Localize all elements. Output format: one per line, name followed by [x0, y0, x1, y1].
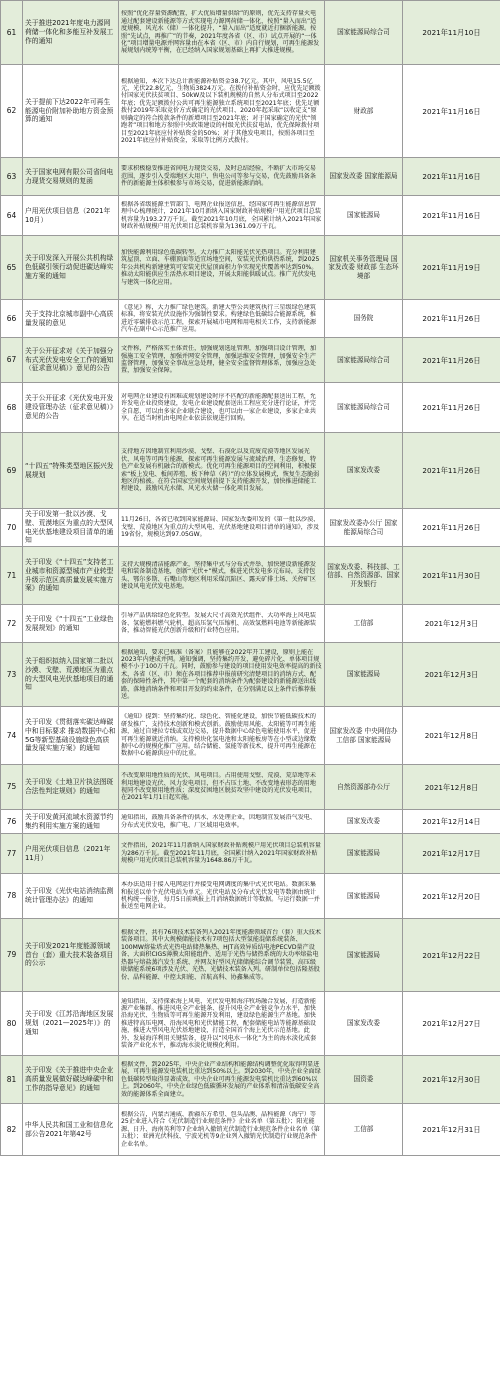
- row-number-text: 70: [6, 522, 17, 532]
- policy-content-text: 根据通知，要求已核准（备案）且能够在2022年开工建设，原则上能在2023年内建成并网。通知强调，坚持集约开发，避免碎片化、单体项目规模不小于100万千瓦。同时，鼓励参与建设的项目使用发电效率提高的新技术，各省（区、市）须在各项目推荐申报前研究清楚项目的消纳方式、配套的保障性条件，其中第一个配套的消纳条件为配套建设的新能源送出线路、落地消纳条件和项目开发的约束条件，在分别满足以上条件后推荐报送。: [121, 648, 322, 701]
- row-number-text: 71: [6, 570, 17, 580]
- row-number: [1, 65, 23, 158]
- row-number-text: 68: [6, 402, 17, 412]
- row-number: [1, 158, 23, 196]
- issuing-authority: [325, 158, 403, 196]
- issuing-authority-text: 国家发改委办公厅 国家能源局综合司: [329, 519, 398, 536]
- issue-date: [403, 1056, 500, 1104]
- issue-date: [403, 509, 500, 547]
- issue-date-text: 2021年12月14日: [422, 817, 481, 826]
- table-row: [1, 643, 500, 707]
- policy-content-text: 文件称，严格落实主体责任，加强规划选址管理，加强项目设计管理，加强施工安全管理，加强并网安全管理，加强运维安全管理，加强安全生产监督管理，加强安全事故应急处理，健全安全监督管理体系，加强应急处置，加强安全保障。: [121, 345, 316, 375]
- table-row: [1, 919, 500, 992]
- issue-date-text: 2021年11月16日: [422, 172, 481, 181]
- table-row: [1, 547, 500, 605]
- issuing-authority-text: 国家发改委: [347, 466, 380, 475]
- policy-title: [23, 919, 119, 992]
- row-number-text: 65: [6, 262, 17, 272]
- policy-title: [23, 196, 119, 236]
- policy-title-text: 关于印发《光伏电站消纳监测统计管理办法》的通知: [25, 887, 114, 904]
- issuing-authority-text: 自然资源部办公厅: [337, 782, 390, 791]
- row-number-text: 82: [6, 1124, 17, 1134]
- issue-date-text: 2021年11月26日: [422, 355, 481, 365]
- issuing-authority: [325, 874, 403, 919]
- row-number-text: 78: [6, 891, 17, 901]
- policy-content: [119, 236, 325, 300]
- row-number-text: 72: [6, 618, 17, 628]
- policy-content-text: 引导产品供给绿色化转型。发展大尺寸高效光伏组件、大功率海上风电装备、氢能燃料燃气轮机、超高压氢气压缩机、高效氢燃料电池等新能源装备，推动智能光伏创新升级和行业特色应用。: [121, 612, 316, 635]
- policy-title-text: 关于组织拟纳入国家第二批以沙漠、戈壁、荒漠地区为重点的大型风电光伏基地项目的通知: [25, 656, 114, 692]
- issuing-authority: [325, 383, 403, 433]
- issuing-authority-text: 国家能源局: [347, 849, 380, 858]
- policy-title-text: 关于印发《关于推进中央企业高质量发展做好碳达峰碳中和工作的指导意见》的通知: [25, 1066, 114, 1092]
- policy-content: [119, 919, 325, 992]
- issuing-authority-text: 国家发改委: [347, 1019, 380, 1028]
- policy-title-text: 关于印发《江苏沿海地区发展规划（2021—2025年）》的通知: [25, 1010, 114, 1036]
- issue-date-text: 2021年12月8日: [424, 731, 479, 740]
- issue-date: [403, 547, 500, 605]
- issue-date-text: 2021年11月30日: [422, 571, 481, 580]
- row-number-text: 74: [6, 730, 17, 740]
- policy-title: [23, 158, 119, 196]
- policy-content: [119, 300, 325, 338]
- policy-content-text: 根据通知，本次下达总计新能源补贴资金38.7亿元。其中，风电15.5亿元，光伏22.8亿元，生物质3824万元。在拨付补贴资金时，应优先足额拨付国家光伏扶贫项目、50kW及以下装机规模的自然人分布式项目至2022年底；优先足额拨付公共可再生能源独立系统项目至2021年底；优先足额拨付2019年采取竞价方式确定的光伏项目、2020年起采取“以收定支”原则确定的符合拨款条件的新增项目至2021年底；对于国家确定的光伏“领跑者”项目和地方参照中央政策建设的村级光伏扶贫电站，优先保障拨付项目至2021年底应付补贴资金的50%；对于其他发电项目，按照各项目至2021年底应付补贴资金，采取等比例方式拨付。: [121, 77, 321, 144]
- policy-content: [119, 834, 325, 874]
- issuing-authority-text: 国家发改委 中央网信办 工信部 国家能源局: [329, 727, 398, 744]
- issuing-authority: [325, 547, 403, 605]
- policy-title-text: 关于公开征求《光伏发电开发建设管理办法（征求意见稿）》意见的公告: [25, 394, 114, 420]
- row-number-text: 77: [6, 848, 17, 858]
- row-number: [1, 433, 23, 509]
- policy-title-text: 户用光伏项目信息（2021年10月）: [25, 206, 111, 224]
- table-row: [1, 433, 500, 509]
- row-number: [1, 509, 23, 547]
- policy-content: [119, 65, 325, 158]
- issue-date-text: 2021年11月16日: [422, 211, 481, 220]
- table-row: [1, 874, 500, 919]
- row-number: [1, 338, 23, 383]
- issuing-authority-text: 财政部: [353, 106, 374, 115]
- issue-date-text: 2021年12月20日: [422, 891, 481, 901]
- issue-date-text: 2021年12月22日: [422, 950, 481, 960]
- table-row: [1, 1104, 500, 1156]
- table-row: [1, 236, 500, 300]
- policy-title: [23, 810, 119, 834]
- policy-title: [23, 1056, 119, 1104]
- issuing-authority: [325, 707, 403, 765]
- table-row: [1, 196, 500, 236]
- issuing-authority-text: 工信部: [353, 1125, 374, 1134]
- issuing-authority: [325, 236, 403, 300]
- table-row: [1, 707, 500, 765]
- issuing-authority: [325, 65, 403, 158]
- issuing-authority: [325, 810, 403, 834]
- row-number: [1, 383, 23, 433]
- row-number-text: 64: [6, 210, 17, 220]
- policy-title-text: 关于支持北京城市副中心高质量发展的意见: [25, 309, 114, 327]
- row-number: [1, 300, 23, 338]
- issue-date-text: 2021年12月27日: [422, 1019, 481, 1028]
- policy-content-text: 支持地方因地制宜利用沙漠、戈壁、石漠化以及荒废荒漠等地区发展光伏、风电等可再生能源，探索可再生能源发展与流域治理、生态修复、特色产业发展有机融合的新模式。优化可再生能源项目的空间利用，积极探索“板上发电、板间养殖、板下种草（药）”的立体发展模式，恢复生态脆弱地区的植被。在符合国家空间规划前提下支持能源开发，加快推进储能工程建设，鼓励风光水储、风光水火储一体化项目发展。: [121, 448, 320, 493]
- policy-title-text: 关于印发2021年度能源领域首台（套）重大技术装备项目的公示: [25, 941, 114, 968]
- row-number: [1, 643, 23, 707]
- policy-title-text: 关于印发深入开展公共机构绿色低碳引领行动促进碳达峰实施方案的通知: [25, 254, 114, 280]
- policy-content-text: 文件指出，2021年11月新纳入国家财政补贴规模户用光伏项目总装机容量为286万千瓦。截至2021年11月底，全国累计纳入2021年国家财政补贴规模户用光伏项目总装机容量为1648.86万千瓦。: [121, 842, 321, 865]
- row-number-text: 62: [6, 106, 17, 116]
- issuing-authority-text: 国家发改委 国家能源局: [329, 172, 398, 181]
- policy-title: [23, 1104, 119, 1156]
- policy-content: [119, 643, 325, 707]
- issue-date: [403, 874, 500, 919]
- policy-content: [119, 547, 325, 605]
- policy-title: [23, 605, 119, 643]
- row-number: [1, 196, 23, 236]
- issuing-authority-text: 国家发改委、科技部、工信部、自然资源部、国家开发银行: [327, 563, 400, 588]
- issue-date: [403, 643, 500, 707]
- issue-date: [403, 1104, 500, 1156]
- issuing-authority: [325, 919, 403, 992]
- policy-title: [23, 707, 119, 765]
- table-row: [1, 834, 500, 874]
- issue-date-text: 2021年12月30日: [422, 1075, 481, 1084]
- row-number: [1, 236, 23, 300]
- policy-content: [119, 1, 325, 65]
- issue-date: [403, 338, 500, 383]
- policy-title: [23, 433, 119, 509]
- issuing-authority-text: 国家能源局综合司: [337, 28, 390, 37]
- issuing-authority: [325, 196, 403, 236]
- issue-date: [403, 605, 500, 643]
- row-number: [1, 1056, 23, 1104]
- issuing-authority-text: 国家能源局: [347, 670, 380, 679]
- table-row: [1, 383, 500, 433]
- row-number-text: 79: [6, 950, 17, 960]
- issue-date: [403, 196, 500, 236]
- policy-content-text: 《通知》提到：坚持集约化、绿色化、智能化建设，加快节能低碳技术的研发推广，支持技术创新和模式创新。鼓励使用风能、太阳能等可再生能源，通过自建拉专线或双边交易，提升数据中心绿色电能使用水平，促进可再生能源就近消纳。支持模块化氢电池和太阳能板房等在小型或边缘数据中心的规模化推广应用。结合储能、氢能等新技术，提升可再生能源在数据中心能源供应中的比重。: [121, 713, 316, 758]
- policy-content: [119, 433, 325, 509]
- policy-title-text: 关于印发第一批以沙漠、戈壁、荒漠地区为重点的大型风电光伏基地建设项目清单的通知: [25, 509, 114, 545]
- issue-date: [403, 765, 500, 810]
- policy-title: [23, 643, 119, 707]
- policy-title: [23, 65, 119, 158]
- issue-date-text: 2021年11月10日: [422, 28, 481, 37]
- policy-title-text: 关于印发《“十四五”工业绿色发展规划》的通知: [25, 614, 114, 632]
- issuing-authority-text: 国家机关事务管理局 国家发改委 财政部 生态环境部: [328, 255, 399, 280]
- policy-content: [119, 1056, 325, 1104]
- issue-date: [403, 158, 500, 196]
- issuing-authority: [325, 834, 403, 874]
- policy-title-text: 关于印发《贯彻落实碳达峰碳中和目标要求 推动数据中心和5G等新型基础设施绿色高质量发展实施方案》的通知: [25, 717, 116, 753]
- policy-title-text: 关于公开征求对《关于加强分布式光伏发电安全工作的通知（征求意见稿）》意见的公告: [25, 346, 114, 373]
- issue-date-text: 2021年12月3日: [424, 619, 479, 628]
- table-row: [1, 338, 500, 383]
- policy-title: [23, 834, 119, 874]
- policy-content: [119, 196, 325, 236]
- row-number: [1, 1104, 23, 1156]
- row-number-text: 81: [6, 1074, 17, 1084]
- policy-title: [23, 874, 119, 919]
- issuing-authority-text: 国家发改委: [347, 817, 380, 826]
- policy-title: [23, 236, 119, 300]
- row-number-text: 75: [6, 782, 17, 792]
- policy-content-text: 按照“优化存量资源配置，扩大优质增量供给”的原则，优先支持存量火电通过配套建设新能源等方式实现电力源网荷储一体化，按照“量入而出”适度规模、风光水（储）一体化提升，“量入而出”适度就近打捆新能源。按照“先试点，再推广”的节奏，2021年度各省（区、市）试点开展的“一体化”项目增量电源并网容量由在本省（区、市）内自行规划，可再生能源发展规划内统筹平衡，在已经纳入国家规划基础上再扩大推进规模。: [121, 10, 320, 55]
- policy-content: [119, 1104, 325, 1156]
- policy-title-text: 关于印发黄河流域水资源节约集约利用实施方案的通知: [25, 812, 114, 830]
- issue-date-text: 2021年12月17日: [422, 849, 481, 858]
- issue-date: [403, 433, 500, 509]
- issuing-authority-text: 国家能源局: [347, 891, 380, 900]
- issuing-authority: [325, 643, 403, 707]
- row-number-text: 67: [6, 355, 17, 365]
- policy-title-text: 户用光伏项目信息（2021年11月）: [25, 844, 111, 862]
- issuing-authority: [325, 338, 403, 383]
- issue-date-text: 2021年11月19日: [422, 263, 481, 272]
- issuing-authority-text: 工信部: [353, 619, 374, 628]
- row-number: [1, 874, 23, 919]
- policy-content: [119, 158, 325, 196]
- issuing-authority-text: 国家能源局综合司: [337, 403, 390, 412]
- table-body: [1, 1, 500, 1156]
- policy-content: [119, 765, 325, 810]
- policy-title: [23, 300, 119, 338]
- issue-date: [403, 992, 500, 1056]
- issuing-authority: [325, 1056, 403, 1104]
- policy-content-text: 本办法适用于接入电网运行并接受电网调度的集中式光伏电站。数据采集和报送以单个光伏电站为单元。光伏电站及分布式光伏发电等数据由统计机构统一报送，每月5日前填报上月消纳数据统计等数据。与运行数据一并报送至电网企业。: [121, 881, 320, 911]
- issuing-authority: [325, 605, 403, 643]
- row-number: [1, 1, 23, 65]
- row-number-text: 73: [6, 669, 17, 679]
- table-row: [1, 810, 500, 834]
- policy-title: [23, 547, 119, 605]
- policy-content: [119, 992, 325, 1056]
- issue-date-text: 2021年12月3日: [424, 670, 479, 679]
- policy-content: [119, 509, 325, 547]
- table-row: [1, 992, 500, 1056]
- issuing-authority: [325, 433, 403, 509]
- policy-content: [119, 383, 325, 433]
- issue-date: [403, 65, 500, 158]
- policy-title-text: 关于提前下达2022年可再生能源电价附加补助地方资金预算的通知: [25, 97, 114, 124]
- issue-date-text: 2021年12月8日: [424, 782, 479, 792]
- issue-date: [403, 834, 500, 874]
- policy-title-text: 关于推进2021年度电力源网荷储一体化和多能互补发展工作的通知: [25, 19, 114, 45]
- table-row: [1, 65, 500, 158]
- policy-title-text: 关于印发《“十四五”支持老工业城市和资源型城市产业转型升级示范区高质量发展实施方案》的通知: [25, 557, 114, 593]
- issuing-authority: [325, 1104, 403, 1156]
- policy-title: [23, 1, 119, 65]
- policy-title: [23, 992, 119, 1056]
- policy-content-text: 根据文件，共有76项技术装备列入2021年度能源领域首台（套）重大技术装备项目。其中大规模储能技术有7项包括大型氢能混储系统装备、100MW熔盐塔式光热电站储热集热、HJT高效异质结电池PECVD量产设备、大面积CIGS薄膜太阳能组件、适用于光热与储热系统的大功率熔盐电热器与熔盐蒸汽发生系统、并网友好型风光储储能综合调节装置、高压级联储能系统6项涉及光伏、光热、光储技术装备入列。研制单位包括隆基股份、晶科能源、中控太阳能、首航高科、协鑫集成等。: [121, 929, 321, 981]
- issuing-authority: [325, 300, 403, 338]
- policy-content-text: 根据文件，到2025年，中央企业产业结构和能源结构调整优化取得明显进展，可再生能源发电装机比重达到50%以上。到2030年，中央企业全面绿色低碳转型取得显著成效，中央企业可再生能源发电装机比重达到60%以上。到2060年，中央企业绿色低碳循环发展的产业体系和清洁低碳安全高效的能源体系全面建立。: [121, 1060, 321, 1098]
- policy-title-text: 关于国家电网有限公司省间电力现货交易规则的复函: [25, 167, 114, 185]
- issue-date: [403, 707, 500, 765]
- policy-content-text: 不改变原用地性质的光伏、风电项目。占用使用戈壁、荒漠、荒草地等未利用地建设光伏、风力发电项目，但不占压土地、不改变地表形态的用地视同不改变原用地性质；深度贫困地区脱贫攻坚中建设的光伏发电项目，在2021年1月1日起实施。: [121, 772, 316, 802]
- issuing-authority: [325, 992, 403, 1056]
- policy-title: [23, 338, 119, 383]
- policy-content: [119, 874, 325, 919]
- row-number: [1, 810, 23, 834]
- issue-date-text: 2021年11月26日: [422, 466, 481, 475]
- policy-content-text: 通知指出，鼓励具备条件的供水、水处理企业，因地制宜发展沿气发电、分布式光伏发电，推广电、厂区域用电效率。: [121, 814, 316, 829]
- policy-title: [23, 765, 119, 810]
- table-row: [1, 1, 500, 65]
- policy-title-text: 中华人民共和国工业和信息化部公告2021年第42号: [25, 1120, 114, 1138]
- policy-title-text: “十四五”特殊类型地区振兴发展规划: [25, 461, 114, 479]
- table-row: [1, 509, 500, 547]
- policy-content: [119, 338, 325, 383]
- issue-date-text: 2021年11月26日: [422, 523, 481, 532]
- issuing-authority-text: 国资委: [353, 1075, 374, 1084]
- issuing-authority-text: 国家能源局: [347, 950, 380, 959]
- policy-content: [119, 707, 325, 765]
- table-row: [1, 300, 500, 338]
- row-number: [1, 547, 23, 605]
- issue-date-text: 2021年12月31日: [422, 1125, 481, 1134]
- policy-content-text: 对电网企业建设有困难或规划建设时序不匹配的新能源配套送出工程，允许发电企业投资建设，发电企业建设配套送出工程应充分进行论证，并完全自愿，可以由多家企业联合建设，也可以由一家企业建设，多家企业共享。在适当时机由电网企业依法依规进行回购。: [121, 392, 316, 422]
- policy-content: [119, 605, 325, 643]
- table-row: [1, 605, 500, 643]
- row-number-text: 80: [6, 1018, 17, 1028]
- policy-title: [23, 509, 119, 547]
- row-number: [1, 605, 23, 643]
- issue-date: [403, 300, 500, 338]
- issue-date: [403, 236, 500, 300]
- issue-date-text: 2021年11月16日: [422, 106, 481, 116]
- policy-content-text: 根据各省级能源主管部门、电网企业报送信息，经国家可再生能源信息管理中心梳理统计，2021年10月新纳入国家财政补贴规模户用光伏项目总装机容量为193.27万千瓦。截至2021年10月底，全国累计纳入2021年国家财政补贴规模户用光伏项目总装机容量为1361.09万千瓦。: [121, 200, 322, 230]
- issuing-authority-text: 国家能源局: [347, 211, 380, 220]
- row-number: [1, 765, 23, 810]
- issue-date: [403, 919, 500, 992]
- policy-content-text: 支持大规模清洁能源产业，坚持集中式与分布式并举，加快建设新能源发电和装备制造基地，创新“光伏+”模式，推进光伏发电多元布局，支持包头、鄂尔多斯、石嘴山等地区利用采煤沉陷区、露天矿排土场、关停矿区建设风电光伏发电基地。: [121, 560, 316, 590]
- policy-title: [23, 383, 119, 433]
- policy-content-text: 根据公告，内蒙古通威、新疆东方希望、包头晶澳、晶科能源（海宁）等25企业进入符合《光伏制造行业规范条件》企业名单（第五批）；阳光能源、日升、海南英利等7企业纳入撤销光伏制造行业规范条件企业名单（第五批）；亚洲光伏科技、宁波光机等9企业列入撤销光伏制造行业规范条件企业名单。: [121, 1110, 320, 1148]
- row-number: [1, 919, 23, 992]
- issue-date: [403, 1, 500, 65]
- issuing-authority: [325, 1, 403, 65]
- issue-date: [403, 810, 500, 834]
- issuing-authority-text: 国务院: [353, 314, 374, 323]
- policy-content-text: 通知指出，支持探索海上风电、光伏发电和海洋牧场融合发展，打造新能源产业集群。推进风电全产业链条、提升风电全产业链竞争力水平，加快沿海光伏、生物质等可再生能源开发利用，建设绿色能源生产基地。加快推进特高压电网、沿海风电和光伏储能工程，配套储能电站等能源基础设施，推进大型风电光伏基地建设，打造全国首个海上光伏示范基地。此外，发展海洋利用关键装备，提升以“风电水一体化”为主的海水淡化成套装备产业化水平，推动海水淡化规模化利用。: [121, 997, 317, 1050]
- policy-content-text: 《意见》称，大力推广绿色建筑。新建大型公共建筑执行三星级绿色建筑标准，将安装光伏设施作为强制性要求。构建绿色低碳综合能源系统，推进近零碳排放示范工程，探索开展城市电网和用电相关工作，支持新能源汽车在副中心示范推广应用。: [121, 303, 316, 333]
- row-number-text: 66: [6, 313, 17, 323]
- policy-content-text: 加快能源利用绿色低碳转型。大力推广太阳能光伏光热项目。充分利用建筑屋顶、立面、车棚顶面等适宜场地空间，安装光伏和供热系统，到2025年公共机构新建建筑可安装光伏屋顶面积力争实现光伏覆盖率达到50%。推动太阳能供应生活热水项目建设，开展太阳能供暖试点。推广光伏发电与建筑一体化应用。: [121, 248, 320, 286]
- table-row: [1, 1056, 500, 1104]
- policy-content: [119, 810, 325, 834]
- policy-title-text: 关于印发《土地卫片执法图斑合法性判定规则》的通知: [25, 778, 114, 795]
- table-row: [1, 158, 500, 196]
- issue-date-text: 2021年11月26日: [422, 314, 481, 323]
- issuing-authority: [325, 509, 403, 547]
- row-number-text: 61: [6, 27, 17, 37]
- issuing-authority: [325, 765, 403, 810]
- table-row: [1, 765, 500, 810]
- policy-content-text: 11月26日，各省已收到国家能源局、国家发改委印发的《第一批以沙漠、戈壁、荒漠地区为重点的大型风电、光伏基地建设项目清单的通知》，涉及19省份，规模达到97.05GW。: [121, 516, 320, 539]
- row-number-text: 76: [6, 816, 17, 826]
- row-number: [1, 707, 23, 765]
- row-number-text: 69: [6, 465, 17, 475]
- policy-content-text: 要求积极稳妥推进省间电力现货交易，及时总结经验，不断扩大市场交易范围，逐步引入受端地区大用户、售电公司等参与交易，优先鼓励具备条件的新能源主体积极参与市场交易，促进新能源消纳。: [121, 165, 316, 188]
- issue-date: [403, 383, 500, 433]
- row-number: [1, 834, 23, 874]
- row-number: [1, 992, 23, 1056]
- issuing-authority-text: 国家能源局综合司: [337, 355, 390, 364]
- row-number-text: 63: [6, 171, 17, 181]
- issue-date-text: 2021年11月26日: [422, 403, 481, 412]
